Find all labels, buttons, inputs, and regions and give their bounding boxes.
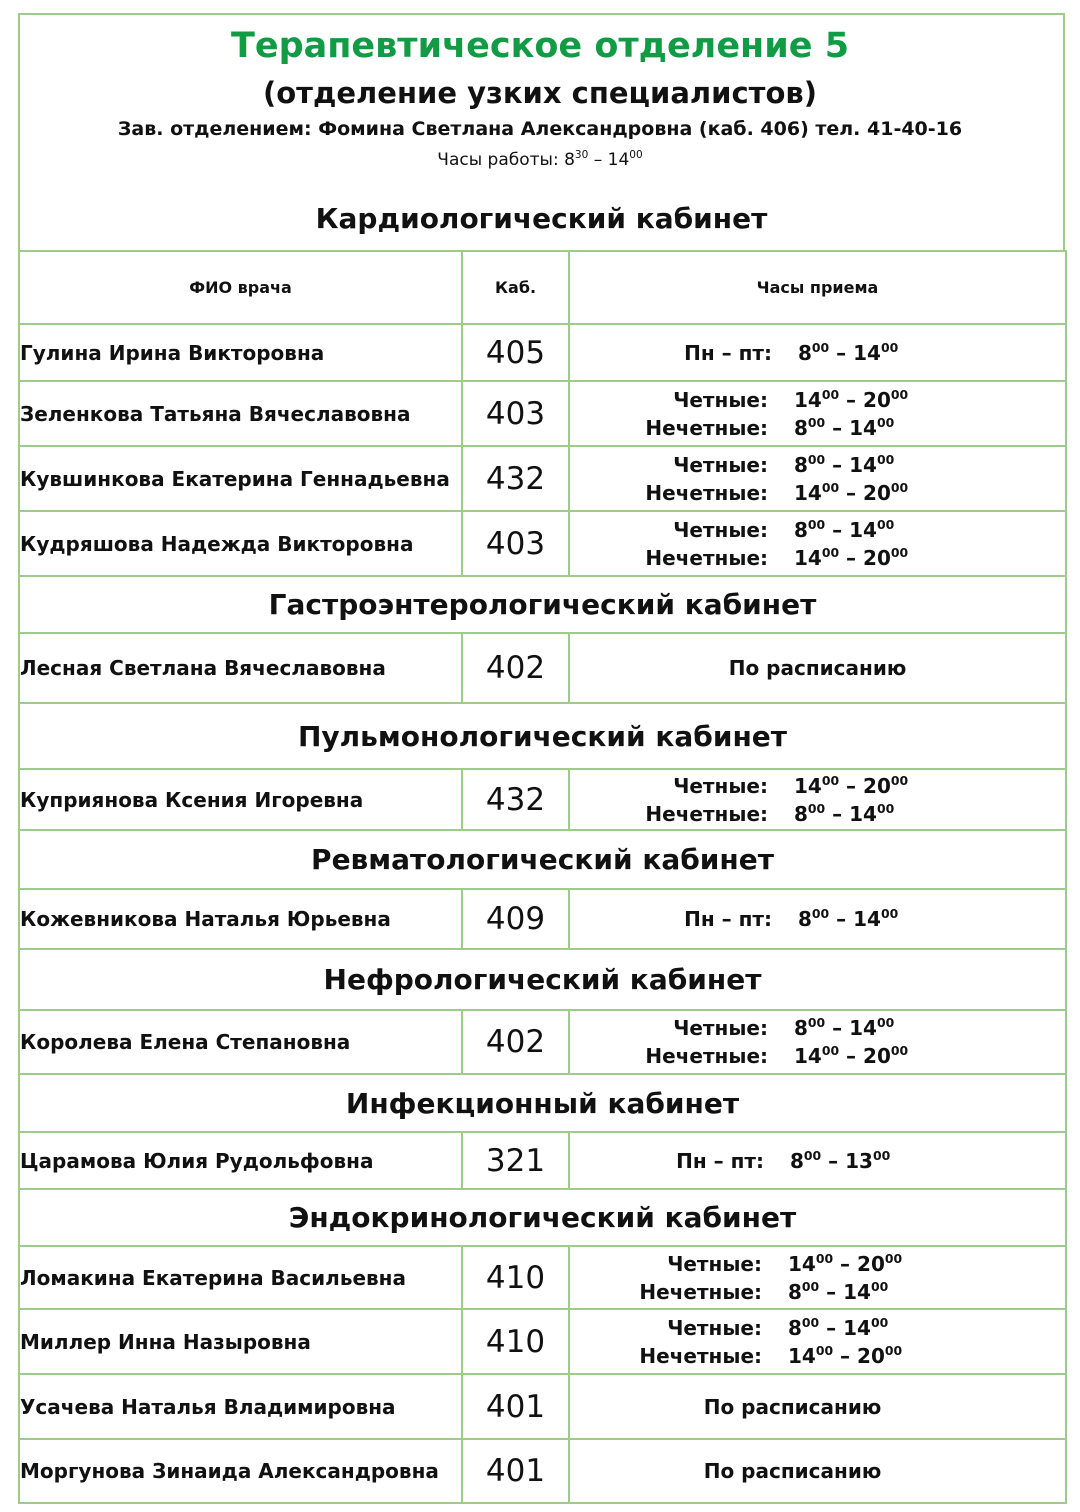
reception-hours: По расписанию bbox=[569, 1374, 1066, 1439]
head-of-department: Зав. отделением: Фомина Светлана Александровна (каб. 406) тел. 41-40-16 bbox=[117, 118, 963, 140]
col-header-hours: Часы приема bbox=[569, 251, 1066, 324]
section-title-endocrinology: Эндокринологический кабинет bbox=[19, 1189, 1066, 1246]
doctor-name: Миллер Инна Назыровна bbox=[19, 1309, 462, 1374]
section-title-cardiology: Кардиологический кабинет bbox=[315, 202, 768, 235]
room-number: 410 bbox=[462, 1309, 569, 1374]
section-title-pulmonology: Пульмонологический кабинет bbox=[19, 703, 1066, 769]
section-row bbox=[19, 1074, 1066, 1132]
table-row bbox=[19, 889, 1066, 949]
table-row bbox=[19, 511, 1066, 576]
table-row bbox=[19, 381, 1066, 446]
table-row bbox=[19, 1246, 1066, 1309]
page-subtitle: (отделение узких специалистов) bbox=[262, 76, 818, 110]
table-row bbox=[19, 1010, 1066, 1074]
room-number: 403 bbox=[462, 381, 569, 446]
room-number: 409 bbox=[462, 889, 569, 949]
doctor-name: Кувшинкова Екатерина Геннадьевна bbox=[19, 446, 462, 511]
reception-hours: По расписанию bbox=[569, 633, 1066, 703]
reception-hours: Четные: $8^{00} - 14^{00}$ Нечетные: $14^{00} - 20^{00}$ bbox=[569, 511, 1066, 576]
reception-hours: Четные: $14^{00} - 20^{00}$ Нечетные: $8^{00} - 14^{00}$ bbox=[569, 1246, 1066, 1309]
section-title-infectious: Инфекционный кабинет bbox=[19, 1074, 1066, 1132]
reception-hours: Четные: $14^{00} - 20^{00}$ Нечетные: $8^{00} - 14^{00}$ bbox=[569, 381, 1066, 446]
reception-hours: По расписанию bbox=[569, 1439, 1066, 1503]
table-row bbox=[19, 1439, 1066, 1503]
reception-hours: Четные: $8^{00} - 14^{00}$ Нечетные: $14^{00} - 20^{00}$ bbox=[569, 1309, 1066, 1374]
room-number: 432 bbox=[462, 769, 569, 830]
doctor-name: Царамова Юлия Рудольфовна bbox=[19, 1132, 462, 1189]
room-number: 405 bbox=[462, 324, 569, 381]
section-row bbox=[19, 1189, 1066, 1246]
table-row bbox=[19, 446, 1066, 511]
reception-hours: Четные: $8^{00} - 14^{00}$ Нечетные: $14^{00} - 20^{00}$ bbox=[569, 446, 1066, 511]
section-title-gastroenterology: Гастроэнтерологический кабинет bbox=[19, 576, 1066, 633]
table-row bbox=[19, 324, 1066, 381]
section-title-nephrology: Нефрологический кабинет bbox=[19, 949, 1066, 1010]
doctor-name: Королева Елена Степановна bbox=[19, 1010, 462, 1074]
room-number: 402 bbox=[462, 633, 569, 703]
table-row bbox=[19, 1132, 1066, 1189]
doctor-name: Ломакина Екатерина Васильевна bbox=[19, 1246, 462, 1309]
room-number: 403 bbox=[462, 511, 569, 576]
section-row bbox=[19, 830, 1066, 889]
doctor-name: Усачева Наталья Владимировна bbox=[19, 1374, 462, 1439]
doctor-name: Зеленкова Татьяна Вячеславовна bbox=[19, 381, 462, 446]
room-number: 432 bbox=[462, 446, 569, 511]
column-header-row bbox=[19, 251, 1066, 324]
section-row bbox=[19, 949, 1066, 1010]
doctor-name: Моргунова Зинаида Александровна bbox=[19, 1439, 462, 1503]
col-header-room: Каб. bbox=[462, 251, 569, 324]
doctor-name: Лесная Светлана Вячеславовна bbox=[19, 633, 462, 703]
section-row bbox=[19, 703, 1066, 769]
doctor-name: Кудряшова Надежда Викторовна bbox=[19, 511, 462, 576]
section-row bbox=[19, 576, 1066, 633]
room-number: 410 bbox=[462, 1246, 569, 1309]
page-title: Терапевтическое отделение 5 bbox=[230, 26, 850, 66]
col-header-name: ФИО врача bbox=[19, 251, 462, 324]
table-row bbox=[19, 1309, 1066, 1374]
schedule-table bbox=[18, 250, 1067, 1504]
table-row bbox=[19, 1374, 1066, 1439]
reception-hours: Четные: $14^{00} - 20^{00}$ Нечетные: $8^{00} - 14^{00}$ bbox=[569, 769, 1066, 830]
doctor-name: Куприянова Ксения Игоревна bbox=[19, 769, 462, 830]
table-row bbox=[19, 769, 1066, 830]
doctor-name: Кожевникова Наталья Юрьевна bbox=[19, 889, 462, 949]
working-hours: Часы работы: $8^{30} - 14^{00}$ bbox=[437, 149, 643, 170]
room-number: 402 bbox=[462, 1010, 569, 1074]
section-title-rheumatology: Ревматологический кабинет bbox=[19, 830, 1066, 889]
doctor-name: Гулина Ирина Викторовна bbox=[19, 324, 462, 381]
room-number: 401 bbox=[462, 1374, 569, 1439]
reception-hours: Пн – пт: $8^{00} - 14^{00}$ bbox=[569, 324, 1066, 381]
reception-hours: Пн – пт: $8^{00} - 13^{00}$ bbox=[569, 1132, 1066, 1189]
room-number: 321 bbox=[462, 1132, 569, 1189]
room-number: 401 bbox=[462, 1439, 569, 1503]
reception-hours: Четные: $8^{00} - 14^{00}$ Нечетные: $14^{00} - 20^{00}$ bbox=[569, 1010, 1066, 1074]
reception-hours: Пн – пт: $8^{00} - 14^{00}$ bbox=[569, 889, 1066, 949]
table-row bbox=[19, 633, 1066, 703]
